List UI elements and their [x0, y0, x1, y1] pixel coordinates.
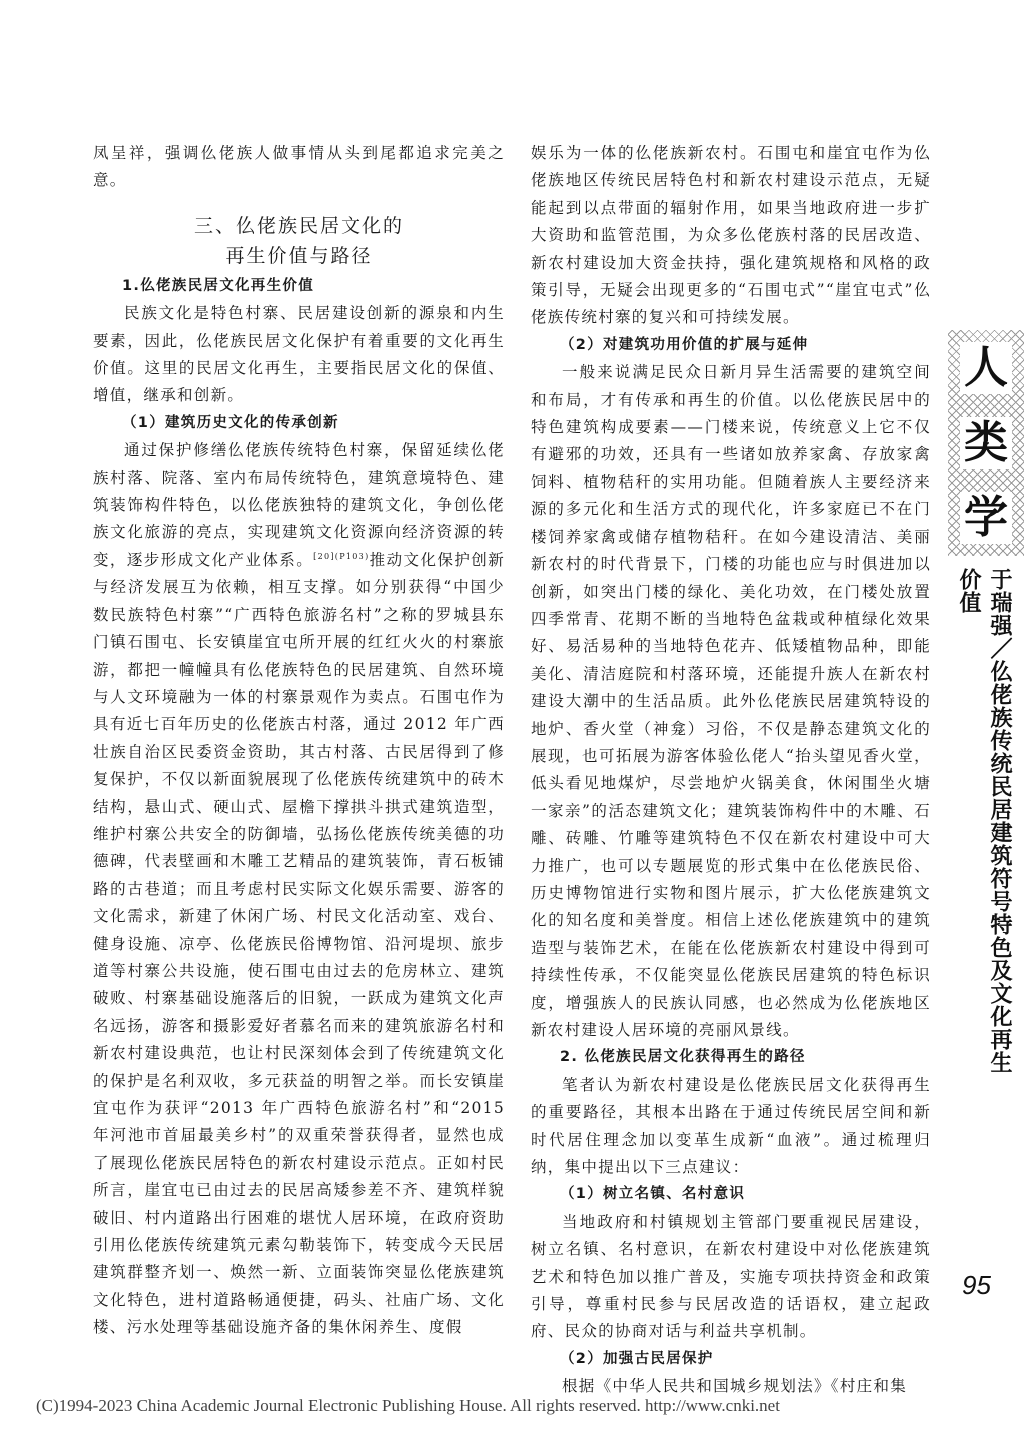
citation: [20](P103): [313, 551, 370, 561]
page-number: 95: [962, 1270, 991, 1300]
journal-section-label: [948, 330, 1024, 556]
section-label-char-2: 类: [960, 417, 1012, 469]
paragraph-continued: 娱乐为一体的仫佬族新农村。石围屯和崖宜屯作为仫佬族地区传统民居特色村和新农村建设示范点，无疑能起到以点带面的辐射作用，如果当地政府进一步扩大资助和监管范围，为众多仫佬族村落的民居改造、新农村建设加大资金扶持，强化建筑规格和风格的政策引导，无疑会出现更多的“石围屯式”“崖宜屯式”仫佬族传统村寨的复兴和可持续发展。: [531, 144, 931, 327]
subheading-2-2: （2）加强古民居保护: [560, 1350, 714, 1367]
running-header-vertical: 于瑞强／仫佬族传统民居建筑符号特色及文化再生价值: [956, 568, 1012, 1074]
paragraph-2a: 通过保护修缮仫佬族传统特色村寨，保留延续仫佬族村落、院落、室内布局传统特色，建筑意境特色、建筑装饰构件特色，以仫佬族独特的建筑文化，争创仫佬族文化旅游的亮点，实现建筑文化资源向经济资源的转变，逐步形成文化产业体系。: [93, 441, 505, 569]
paragraph-6: 根据《中华人民共和国城乡规划法》《村庄和集: [562, 1377, 908, 1396]
section-label-char-3: 学: [960, 492, 1012, 544]
paragraph-intro: 凤呈祥，强调仫佬族人做事情从头到尾都追求完美之意。: [93, 144, 505, 190]
section-label-char-1: 人: [960, 342, 1012, 394]
paragraph-2b: 推动文化保护创新与经济发展互为依赖，相互支撑。如分别获得“中国少数民族特色村寨”“广西特色旅游名村”之称的罗城县东门镇石围屯、长安镇崖宜屯所开展的红红火火的村寨旅游，都把一幢幢具有仫佬族特色的民居建筑、自然环境与人文环境融为一体的村寨景观作为卖点。石围屯作为具有近七百年历史的仫佬族古村落，通过 2012 年广西壮族自治区民委资金资助，其古村落、古民居得到了修复保护，不仅以新面貌展现了仫佬族传统建筑中的砖木结构，悬山式、硬山式、屋檐下撑拱斗拱式建筑造型，维护村寨公共安全的防御墙，弘扬仫佬族传统美德的功德碑，代表壁画和木雕工艺精品的建筑装饰，青石板铺路的古巷道；而且考虑村民实际文化娱乐需要、游客的文化需求，新建了休闲广场、村民文化活动室、戏台、健身设施、凉亭、仫佬族民俗博物馆、沿河堤坝、旅步道等村寨公共设施，使石围屯由过去的危房林立、建筑破败、村寨基础设施落后的旧貌，一跃成为建筑文化声名远扬，游客和摄影爱好者慕名而来的建筑旅游名村和新农村建设典范，也让村民深刻体会到了传统建筑文化的保护是名利双收，多元获益的明智之举。而长安镇崖宜屯作为获评“2013 年广西特色旅游名村”和“2015 年河池市首届最美乡村”的双重荣誉获得者，显然也成了展现仫佬族民居特色的新农村建设示范点。正如村民所言，崖宜屯已由过去的民居高矮参差不齐、建筑样貌破旧、村内道路出行困难的堪忧人居环境，在政府资助引用仫佬族传统建筑元素勾勒装饰下，转变成今天民居建筑群整齐划一、焕然一新、立面装饰突显仫佬族建筑文化特色，进村道路畅通便捷，码头、社庙广场、文化楼、污水处理等基础设施齐备的集休闲养生、度假: [93, 550, 505, 1337]
paragraph-5: 当地政府和村镇规划主管部门要重视民居建设，树立名镇、名村意识，在新农村建设中对仫佬族建筑艺术和特色加以推广普及，实施专项扶持资金和政策引导，尊重村民参与民居改造的话语权，建立起政府、民众的协商对话与利益共享机制。: [531, 1212, 931, 1341]
paragraph-2: [93, 437, 505, 1341]
section-title: [93, 211, 505, 271]
subsection-heading-1: 1.仫佬族民居文化再生价值: [122, 277, 314, 294]
paragraph-1: 民族文化是特色村寨、民居建设创新的源泉和内生要素，因此，仫佬族民居文化保护有着重要的文化再生价值。这里的民居文化再生，主要指民居文化的保值、增值，继承和创新。: [93, 304, 505, 405]
section-title-line1: 三、仫佬族民居文化的: [193, 214, 404, 237]
left-column: [93, 140, 505, 1342]
right-column: [531, 140, 931, 1401]
subheading-1-1: （1）建筑历史文化的传承创新: [122, 414, 339, 431]
copyright-footer: (C)1994-2023 China Academic Journal Electronic Publishing House. All rights reserved. http://www.cnki.net: [36, 1396, 780, 1415]
subsection-heading-2: 2. 仫佬族民居文化获得再生的路径: [560, 1049, 806, 1066]
paragraph-3: 一般来说满足民众日新月异生活需要的建筑空间和布局，才有传承和再生的价值。以仫佬族民居中的特色建筑构成要素——门楼来说，传统意义上它不仅有避邪的功效，还具有一些诸如放养家禽、存放家禽饲料、植物秸秆的实用功能。但随着族人主要经济来源的多元化和生活方式的现代化，许多家庭已不在门楼饲养家禽或储存植物秸秆。在如今建设清洁、美丽新农村的时代背景下，门楼的功能也应与时俱进加以创新，如突出门楼的绿化、美化功效，在门楼处放置四季常青、花期不断的当地特色盆栽或种植绿化效果好、易活易种的当地特色花卉、低矮植物品种，即能美化、清洁庭院和村落环境，还能提升族人在新农村建设大潮中的生活品质。此外仫佬族民居建筑特设的地炉、香火堂（神龛）习俗，不仅是静态建筑文化的展现，也可拓展为游客体验仫佬人“抬头望见香火堂，低头看见地煤炉，尽尝地炉火锅美食，休闲围坐火塘一家亲”的活态建筑文化；建筑装饰构件中的木雕、石雕、砖雕、竹雕等建筑特色不仅在新农村建设中可大力推广，也可以专题展览的形式集中在仫佬族民俗、历史博物馆进行实物和图片展示，扩大仫佬族建筑文化的知名度和美誉度。相信上述仫佬族建筑中的建筑造型与装饰艺术，在能在仫佬族新农村建设中得到可持续性传承，不仅能突显仫佬族民居建筑的特色标识度，增强族人的民族认同感，也必然成为仫佬族地区新农村建设人居环境的亮丽风景线。: [531, 363, 931, 1039]
subheading-1-2: （2）对建筑功用价值的扩展与延伸: [560, 336, 809, 353]
subheading-2-1: （1）树立名镇、名村意识: [560, 1186, 746, 1203]
paragraph-4: 笔者认为新农村建设是仫佬族民居文化获得再生的重要路径，其根本出路在于通过传统民居空间和新时代居住理念加以变革生成新“血液”。通过梳理归纳，集中提出以下三点建议：: [531, 1075, 931, 1177]
section-title-line2: 再生价值与路径: [225, 244, 373, 267]
